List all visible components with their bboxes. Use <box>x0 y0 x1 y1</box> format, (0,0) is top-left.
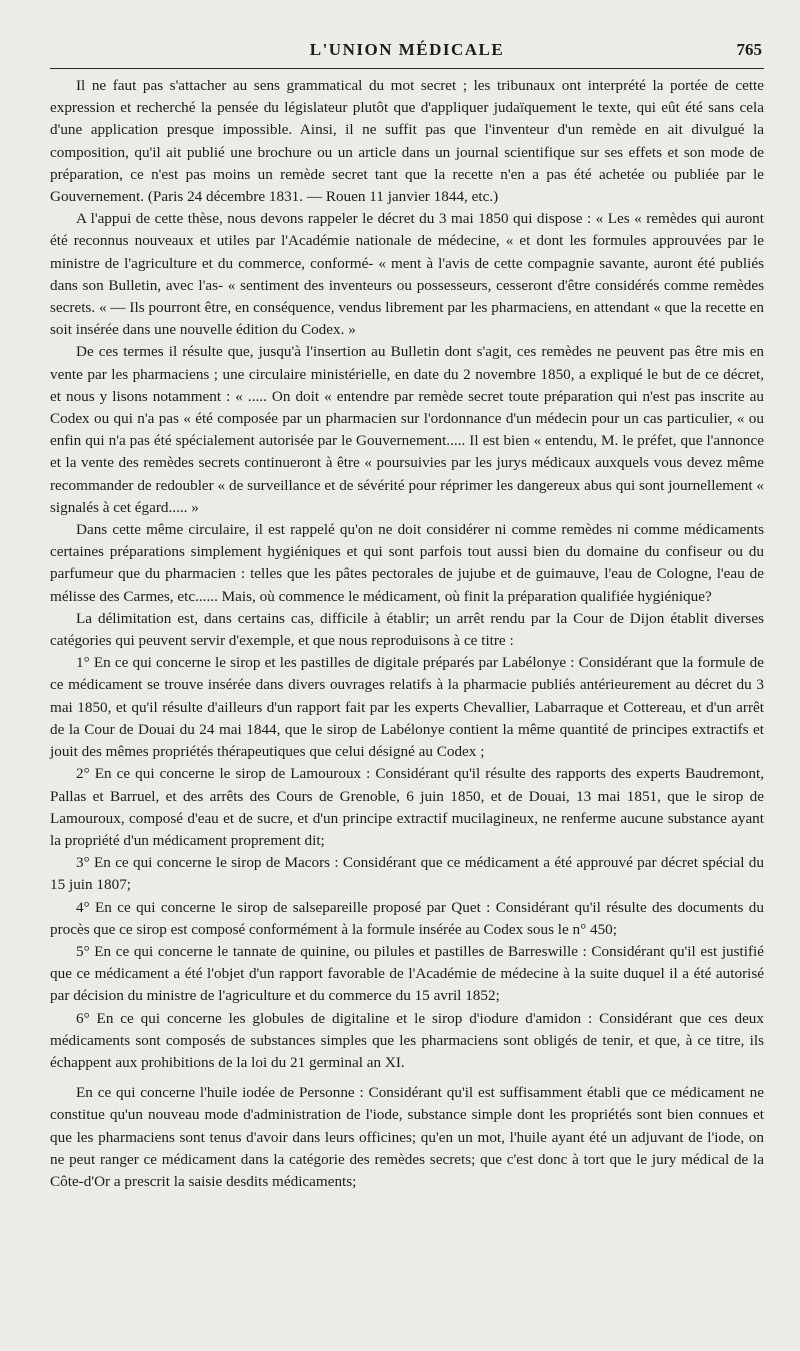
running-header <box>50 36 764 69</box>
article-body <box>50 75 764 1193</box>
paragraph: 6° En ce qui concerne les globules de digitaline et le sirop d'iodure d'amidon : Considérant que ces deux médicaments sont composés de substances simples que les pharmaciens sont obligés de tenir, et que, à ce titre, ils échappent aux prohibitions de la loi du 21 germinal an XI. <box>50 1009 764 1071</box>
paragraph: 3° En ce qui concerne le sirop de Macors : Considérant que ce médicament a été approuvé par décret spécial du 15 juin 1807; <box>50 854 764 894</box>
journal-title: L'UNION MÉDICALE <box>309 40 505 59</box>
paragraph: En ce qui concerne l'huile iodée de Personne : Considérant qu'il est suffisamment établi que ce médicament ne constitue qu'un nouveau mode d'administration de l'iode, substance simple dont les propriétés sont bien connues et que les pharmaciens sont tenus d'avoir dans leurs officines; qu'en un mot, l'huile ayant été un adjuvant de l'iode, on ne peut ranger ce médicament dans la catégorie des remèdes secrets; que c'est donc à tort que le jury médical de la Côte-d'Or a prescrit la saisie desdits médicaments; <box>50 1084 764 1190</box>
paragraph: Dans cette même circulaire, il est rappelé qu'on ne doit considérer ni comme remèdes ni comme médicaments certaines préparations simplement hygiéniques et qui sont parfois tout aussi bien du domaine du confiseur ou du parfumeur que du pharmacien : telles que les pâtes pectorales de jujube et de guimauve, l'eau de Cologne, l'eau de mélisse des Carmes, etc...... Mais, où commence le médicament, où finit la préparation qualifiée hygiénique? <box>50 521 764 605</box>
paragraph: 2° En ce qui concerne le sirop de Lamouroux : Considérant qu'il résulte des rapports des experts Baudremont, Pallas et Barruel, et des arrêts des Cours de Grenoble, 6 juin 1850, et de Douai, 13 mai 1851, que le sirop de Lamouroux, composé d'eau et de sucre, et d'un principe extractif mucilagineux, ne renferme aucune substance ayant la propriété d'un médicament proprement dit; <box>50 765 764 849</box>
page-number: 765 <box>736 40 762 59</box>
paragraph: 1° En ce qui concerne le sirop et les pastilles de digitale préparés par Labélonye : Considérant que la formule de ce médicament se trouve insérée dans divers ouvrages relatifs à la pharmacie publiés antérieurement au décret du 3 mai 1850, et qu'il résulte d'ailleurs d'un rapport fait par les experts Chevallier, Labarraque et Cottereau, et d'un arrêt de la Cour de Douai du 24 mai 1844, que le sirop de Labélonye contient la même quantité de principes extractifs et jouit des mêmes propriétés thérapeutiques que celui désigné au Codex ; <box>50 654 764 761</box>
paragraph: 4° En ce qui concerne le sirop de salsepareille proposé par Quet : Considérant qu'il résulte des documents du procès que ce sirop est composé conformément à la formule insérée au Codex sous le n° 450; <box>50 898 764 938</box>
paragraph: La délimitation est, dans certains cas, difficile à établir; un arrêt rendu par la Cour de Dijon établit diverses catégories qui peuvent servir d'exemple, et que nous reproduisons à ce titre : <box>50 609 764 650</box>
paragraph: Il ne faut pas s'attacher au sens grammatical du mot secret ; les tribunaux ont interprété la portée de cette expression et recherché la pensée du législateur plutôt que d'appliquer judaïquement le texte, qui eût été sans cela d'une application presque impossible. Ainsi, il ne suffit pas que l'inventeur d'un remède en ait divulgué la composition, qu'il ait publié une brochure ou un article dans un journal scientifique sur ses effets et son mode de préparation, ce n'est pas moins un remède secret tant que la recette n'en a pas été achetée ou publiée par le Gouvernement. (Paris 24 décembre 1831. — Rouen 11 janvier 1844, etc.) <box>50 77 764 206</box>
paragraph: De ces termes il résulte que, jusqu'à l'insertion au Bulletin dont s'agit, ces remèdes ne peuvent pas être mis en vente par les pharmaciens ; une circulaire ministérielle, en date du 2 novembre 1850, a expliqué le but de ce décret, et nous y lisons notamment : « ..... On doit « entendre par remède secret toute préparation qui n'est pas inscrite au Codex ou qui n'a pas « été composée par un pharmacien sur l'ordonnance d'un médecin pour un cas particulier, « ou enfin qui n'a pas été spécialement autorisée par le Gouvernement..... Il est bien « entendu, M. le préfet, que l'annonce et la vente des remèdes secrets continueront à être « poursuivies par les jurys médicaux auxquels vous devez même recommander de redoubler « de surveillance et de sévérité pour réprimer les dangereux abus qui sont journellement « signalés à cet égard..... » <box>50 343 764 516</box>
paragraph: 5° En ce qui concerne le tannate de quinine, ou pilules et pastilles de Barreswille : Considérant qu'il est justifié que ce médicament a été l'objet d'un rapport favorable de l'Académie de médecine à la suite duquel il a été autorisé par décision du ministre de l'agriculture et du commerce du 15 avril 1852; <box>50 942 764 1005</box>
paragraph: A l'appui de cette thèse, nous devons rappeler le décret du 3 mai 1850 qui dispose : « Les « remèdes qui auront été reconnus nouveaux et utiles par l'Académie nationale de médecine, « et dont les formules approuvées par le ministre de l'agriculture et du commerce, conformé- « ment à l'avis de cette compagnie savante, auront été publiés dans son Bulletin, avec l'as- « sentiment des inventeurs ou possesseurs, cesseront d'être considérés comme remèdes secrets. « — Ils pourront être, en conséquence, vendus librement par les pharmaciens, en attendant « que la recette en soit insérée dans une nouvelle édition du Codex. » <box>50 210 764 339</box>
